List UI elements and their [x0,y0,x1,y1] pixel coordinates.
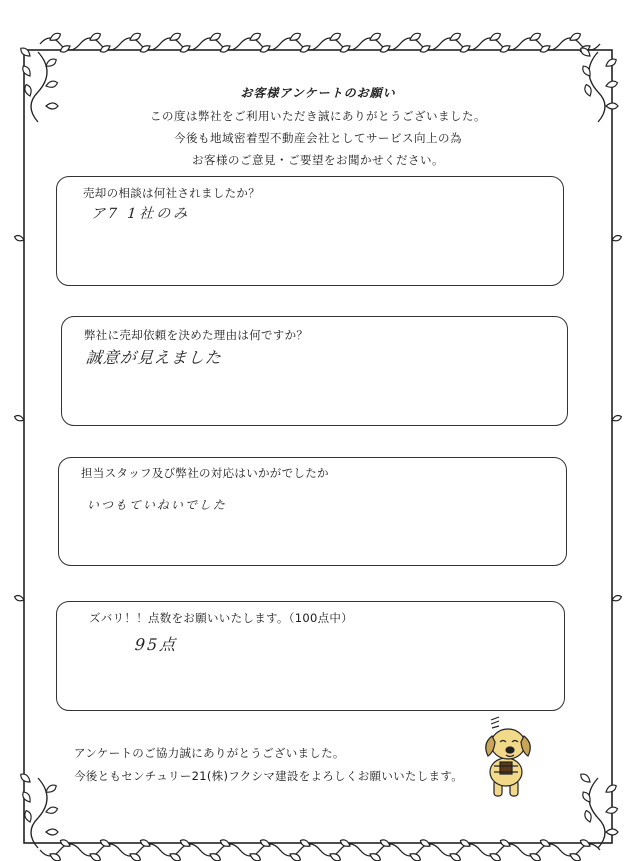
question-label: 弊社に売却依頼を決めた理由は何ですか？ [84,328,309,342]
question-box-staff [58,457,567,566]
question-box-score [56,601,565,711]
page-title: お客様アンケートのお願い [240,86,396,100]
question-label: 売却の相談は何社されましたか？ [83,186,260,200]
question-box-reason [61,316,568,426]
handwritten-answer: 95点 [134,635,178,654]
dog-mascot-icon [476,714,538,798]
question-label: ズバリ！！点数をお願いいたします。（100点中） [89,611,353,625]
intro-line-3: お客様のご意見・ご要望をお聞かせください。 [192,153,444,167]
handwritten-answer: 誠意が見えました [85,348,223,367]
intro-line-2: 今後も地域密着型不動産会社としてサービス向上の為 [174,131,462,145]
question-label: 担当スタッフ及び弊社の対応はいかがでしたか [81,466,329,480]
handwritten-answer: ア7 1社のみ [90,206,191,222]
question-box-consultation [56,176,564,286]
handwritten-answer: いつもていねいでした [86,498,228,512]
intro-line-1: この度は弊社をご利用いただき誠にありがとうございました。 [150,109,486,123]
footer-thanks: アンケートのご協力誠にありがとうございました。 [74,746,345,760]
footer-company: 今後ともセンチュリー21(株)フクシマ建設をよろしくお願いいたします。 [74,769,463,783]
